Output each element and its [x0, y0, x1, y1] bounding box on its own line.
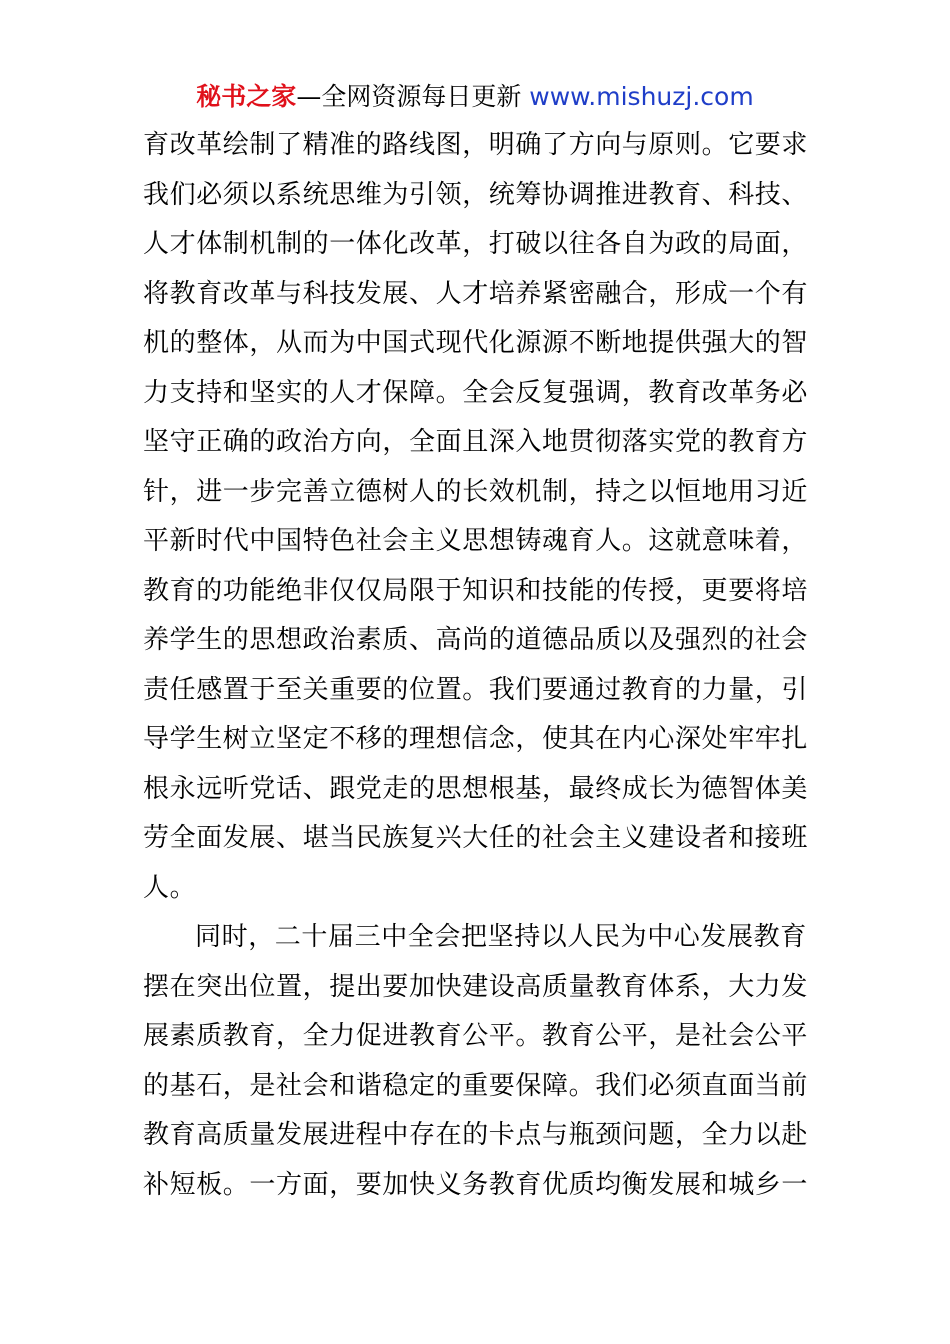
document-body [143, 121, 813, 1210]
text-line: 教育高质量发展进程中存在的卡点与瓶颈问题，全力以赴 [143, 1120, 809, 1150]
text-line: 坚守正确的政治方向，全面且深入地贯彻落实党的教育方 [143, 427, 809, 457]
text-line: 养学生的思想政治素质、高尚的道德品质以及强烈的社会 [143, 625, 809, 655]
text-line: 人才体制机制的一体化改革，打破以往各自为政的局面， [143, 229, 809, 259]
text-line: 机的整体，从而为中国式现代化源源不断地提供强大的智 [143, 328, 809, 358]
paragraph-first-line: 同时，二十届三中全会把坚持以人民为中心发展教育 [195, 922, 807, 952]
text-line: 针，进一步完善立德树人的长效机制，持之以恒地用习近 [143, 476, 809, 507]
text-line: 力支持和坚实的人才保障。全会反复强调，教育改革务必 [143, 377, 809, 408]
text-line: 将教育改革与科技发展、人才培养紧密融合，形成一个有 [143, 278, 809, 309]
text-line: 责任感置于至关重要的位置。我们要通过教育的力量，引 [143, 674, 809, 705]
text-line: 展素质教育，全力促进教育公平。教育公平，是社会公平 [143, 1021, 809, 1051]
text-line: 补短板。一方面，要加快义务教育优质均衡发展和城乡一 [143, 1169, 809, 1200]
text-line: 平新时代中国特色社会主义思想铸魂育人。这就意味着， [143, 526, 809, 556]
brand-name: 秘书之家 [196, 82, 297, 111]
site-header [0, 80, 950, 114]
text-line: 育改革绘制了精准的路线图，明确了方向与原则。它要求 [143, 130, 809, 160]
text-line: 我们必须以系统思维为引领，统筹协调推进教育、科技、 [143, 179, 809, 210]
text-line: 的基石，是社会和谐稳定的重要保障。我们必须直面当前 [143, 1070, 809, 1101]
site-url-link[interactable]: www.mishuzj.com [529, 82, 754, 111]
text-line: 根永远听党话、跟党走的思想根基，最终成长为德智体美 [143, 773, 809, 804]
text-line: 教育的功能绝非仅仅局限于知识和技能的传授，更要将培 [143, 575, 809, 606]
header-tagline: —全网资源每日更新 [296, 82, 530, 111]
text-line: 导学生树立坚定不移的理想信念，使其在内心深处牢牢扎 [143, 724, 809, 754]
text-line: 劳全面发展、堪当民族复兴大任的社会主义建设者和接班 [143, 823, 809, 853]
text-line: 人。 [143, 872, 197, 903]
text-line: 摆在突出位置，提出要加快建设高质量教育体系，大力发 [143, 971, 809, 1002]
